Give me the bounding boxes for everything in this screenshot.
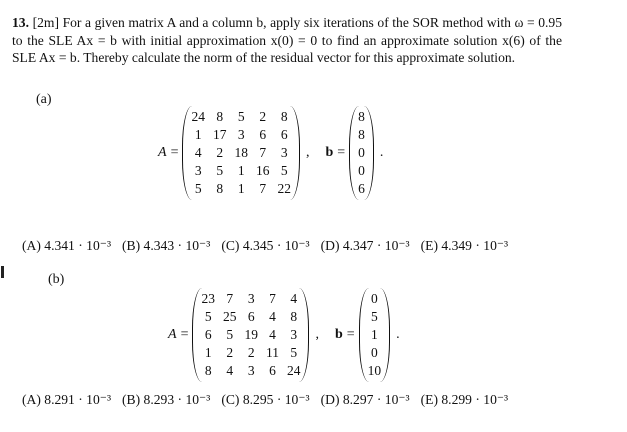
question-number: 13. [12, 15, 29, 30]
matrix-entry: 4 [226, 363, 234, 378]
matrix-entry: 2 [226, 345, 234, 360]
part-a-label: (a) [36, 92, 52, 107]
vector-entry: 8 [358, 127, 365, 142]
question-text: For a given matrix A and a column b, apply six iterations of the SOR method with ω = 0.95 to the SLE Ax = b with initial approximation x(0) = 0 to find an approximate solution x(6) of the SLE Ax = b. Thereby calculate the norm of the residual vector for this approximate solution. [12, 15, 562, 65]
matrix-entry: 1 [194, 127, 202, 142]
matrix-entry: 1 [237, 163, 245, 178]
matrix-entry: 3 [290, 327, 298, 342]
answer-option[interactable]: (B) 4.343 · 10⁻³ [122, 238, 211, 253]
part-b-equation [168, 288, 400, 382]
vector-entry: 1 [371, 327, 378, 342]
vector-entry: 0 [371, 291, 378, 306]
part-a-options [22, 238, 519, 254]
matrix-entry: 25 [222, 309, 237, 324]
matrix-entry: 3 [247, 291, 255, 306]
matrix-entry: 24 [191, 109, 205, 124]
matrix-entry: 6 [247, 309, 255, 324]
part-a-equation [158, 106, 383, 200]
matrix-entry: 4 [290, 291, 298, 306]
matrix-entry: 6 [204, 327, 212, 342]
matrix-entry: 5 [194, 181, 202, 196]
comma: , [315, 327, 319, 342]
matrix-entry: 7 [269, 291, 276, 306]
period: . [396, 327, 400, 342]
answer-option[interactable]: (A) 8.291 · 10⁻³ [22, 392, 112, 407]
matrix-entry: 6 [269, 363, 276, 378]
matrix-entry: 5 [237, 109, 245, 124]
matrix-a [182, 106, 300, 200]
vector-entry: 5 [371, 309, 378, 324]
matrix-entry: 6 [259, 127, 267, 142]
matrix-a-symbol: A [158, 145, 167, 160]
matrix-entry: 4 [269, 327, 276, 342]
answer-option[interactable]: (A) 4.341 · 10⁻³ [22, 238, 112, 253]
matrix-entry: 7 [226, 291, 234, 306]
matrix-entry: 22 [277, 181, 291, 196]
vector-entry: 0 [358, 163, 365, 178]
vector-b-symbol: b [325, 145, 334, 160]
matrix-entry: 2 [259, 109, 267, 124]
answer-option[interactable]: (E) 8.299 · 10⁻³ [420, 392, 509, 407]
matrix-entry: 2 [247, 345, 255, 360]
vector-entry: 8 [358, 109, 365, 124]
part-b-options [22, 392, 519, 408]
question-marks: [2m] [32, 15, 59, 30]
answer-option[interactable]: (B) 8.293 · 10⁻³ [122, 392, 211, 407]
comma: , [305, 145, 310, 160]
answer-option[interactable]: (C) 4.345 · 10⁻³ [221, 238, 310, 253]
matrix-entry: 8 [216, 181, 224, 196]
matrix-entry: 19 [244, 327, 258, 342]
equals-sign: = [346, 327, 355, 342]
matrix-entry: 5 [290, 345, 298, 360]
matrix-entry: 11 [265, 345, 279, 360]
question-statement [12, 14, 562, 67]
vector-entry: 0 [371, 345, 378, 360]
matrix-entry: 1 [237, 181, 245, 196]
matrix-entry: 17 [212, 127, 227, 142]
matrix-entry: 8 [280, 109, 288, 124]
matrix-entry: 7 [259, 181, 267, 196]
matrix-entry: 5 [280, 163, 288, 178]
equals-sign: = [337, 145, 346, 160]
vector-entry: 10 [367, 363, 382, 378]
matrix-entry: 3 [194, 163, 202, 178]
matrix-entry: 7 [259, 145, 267, 160]
matrix-entry: 3 [280, 145, 288, 160]
matrix-entry: 24 [286, 363, 301, 378]
matrix-entry: 4 [269, 309, 276, 324]
margin-mark [1, 266, 4, 278]
period: . [379, 145, 384, 160]
vector-entry: 0 [358, 145, 365, 160]
matrix-entry: 23 [201, 291, 215, 306]
matrix-a-symbol: A [168, 327, 177, 342]
matrix-entry: 2 [216, 145, 224, 160]
equals-sign: = [170, 145, 179, 160]
part-b-label: (b) [48, 272, 65, 287]
matrix-entry: 1 [204, 345, 212, 360]
matrix-entry: 8 [204, 363, 212, 378]
answer-option[interactable]: (D) 4.347 · 10⁻³ [320, 238, 410, 253]
matrix-entry: 16 [255, 163, 270, 178]
matrix-entry: 8 [290, 309, 298, 324]
vector-b [349, 106, 374, 200]
matrix-entry: 4 [194, 145, 202, 160]
matrix-entry: 3 [247, 363, 255, 378]
equals-sign: = [180, 327, 189, 342]
matrix-entry: 5 [216, 163, 224, 178]
matrix-entry: 8 [216, 109, 224, 124]
matrix-entry: 3 [237, 127, 245, 142]
matrix-a [192, 288, 309, 382]
matrix-entry: 6 [280, 127, 288, 142]
vector-b-symbol: b [334, 327, 343, 342]
vector-b [359, 288, 391, 382]
matrix-entry: 5 [226, 327, 234, 342]
answer-option[interactable]: (E) 4.349 · 10⁻³ [420, 238, 509, 253]
matrix-entry: 18 [234, 145, 248, 160]
matrix-entry: 5 [204, 309, 212, 324]
vector-entry: 6 [358, 181, 365, 196]
answer-option[interactable]: (D) 8.297 · 10⁻³ [320, 392, 410, 407]
answer-option[interactable]: (C) 8.295 · 10⁻³ [221, 392, 310, 407]
